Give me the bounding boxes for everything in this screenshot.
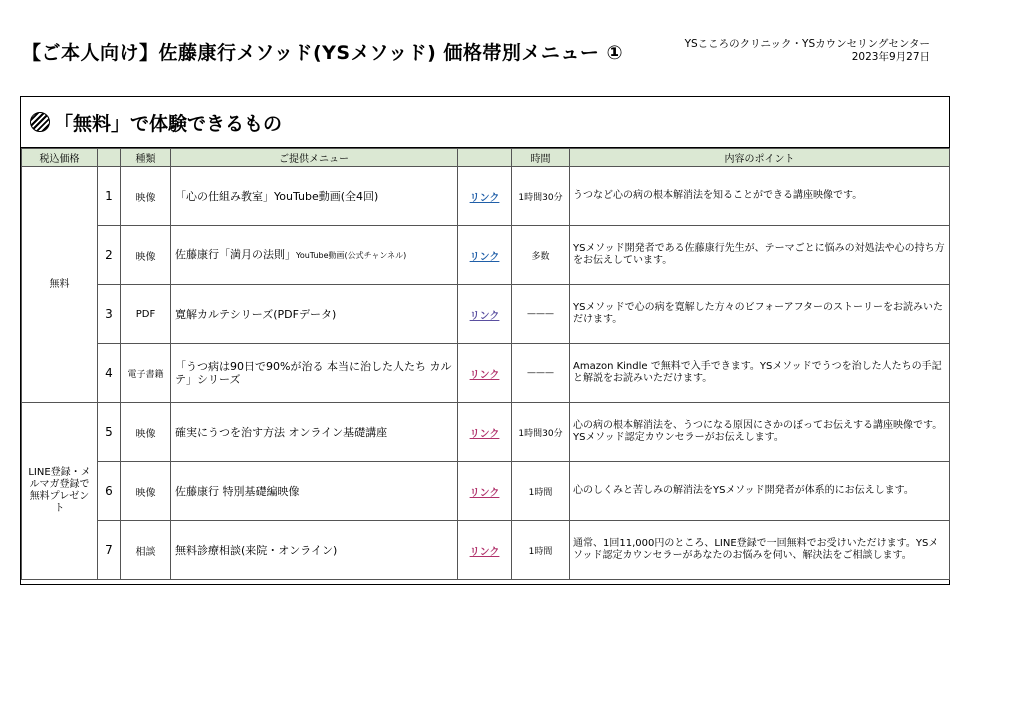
organization-info	[685, 38, 930, 64]
column-header-time: 時間	[512, 149, 570, 167]
table-row	[22, 285, 950, 344]
row-link[interactable]: リンク	[469, 251, 500, 263]
row-number: 7	[98, 521, 121, 580]
row-type: PDF	[121, 285, 171, 344]
row-time: 1時間30分	[512, 167, 570, 226]
row-time: 1時間	[512, 521, 570, 580]
price-group-free: 無料	[22, 167, 98, 403]
price-menu-section	[20, 96, 950, 585]
row-menu-note: YouTube動画(公式チャンネル)	[296, 251, 407, 260]
row-number: 4	[98, 344, 121, 403]
row-link-cell	[458, 403, 512, 462]
row-menu: 佐藤康行 特別基礎編映像	[171, 462, 458, 521]
section-title: 「無料」で体験できるもの	[54, 112, 283, 135]
row-time: ———	[512, 285, 570, 344]
table-row	[22, 167, 950, 226]
table-row	[22, 521, 950, 580]
row-type: 相談	[121, 521, 171, 580]
column-header-point: 内容のポイント	[570, 149, 950, 167]
row-time: ———	[512, 344, 570, 403]
column-header-menu: ご提供メニュー	[171, 149, 458, 167]
row-time: 多数	[512, 226, 570, 285]
row-point: 心の病の根本解消法を、うつになる原因にさかのぼってお伝えする講座映像です。YSメソッド認定カウンセラーがお伝えします。	[570, 403, 950, 462]
menu-table	[21, 148, 950, 580]
table-row	[22, 226, 950, 285]
document-date: 2023年9月27日	[851, 51, 930, 63]
row-point: 通常、1回11,000円のところ、LINE登録で一回無料でお受けいただけます。YSメソッド認定カウンセラーがあなたのお悩みを伺い、解決法をご相談します。	[570, 521, 950, 580]
row-time: 1時間30分	[512, 403, 570, 462]
row-number: 3	[98, 285, 121, 344]
row-number: 5	[98, 403, 121, 462]
row-type: 映像	[121, 403, 171, 462]
row-point: うつなど心の病の根本解消法を知ることができる講座映像です。	[570, 167, 950, 226]
row-link[interactable]: リンク	[469, 192, 500, 204]
section-header	[21, 97, 949, 148]
row-link[interactable]: リンク	[469, 487, 500, 499]
row-link-cell	[458, 344, 512, 403]
row-menu: 「うつ病は90日で90%が治る 本当に治した人たち カルテ」シリーズ	[171, 344, 458, 403]
row-link-cell	[458, 285, 512, 344]
row-number: 2	[98, 226, 121, 285]
row-link[interactable]: リンク	[469, 428, 500, 440]
row-number: 6	[98, 462, 121, 521]
row-point: 心のしくみと苦しみの解消法をYSメソッド開発者が体系的にお伝えします。	[570, 462, 950, 521]
table-row	[22, 344, 950, 403]
row-menu-main: 佐藤康行「満月の法則」	[175, 248, 296, 261]
table-row	[22, 403, 950, 462]
column-header-type: 種類	[121, 149, 171, 167]
row-point: Amazon Kindle で無料で入手できます。YSメソッドでうつを治した人たちの手記と解説をお読みいただけます。	[570, 344, 950, 403]
column-header-price: 税込価格	[22, 149, 98, 167]
row-link[interactable]: リンク	[469, 546, 500, 558]
row-point: YSメソッドで心の病を寛解した方々のビフォーアフターのストーリーをお読みいただけます。	[570, 285, 950, 344]
hatched-circle-icon	[30, 112, 50, 132]
row-link-cell	[458, 521, 512, 580]
table-row	[22, 462, 950, 521]
row-menu	[171, 226, 458, 285]
row-type: 映像	[121, 462, 171, 521]
row-type: 電子書籍	[121, 344, 171, 403]
row-type: 映像	[121, 226, 171, 285]
row-type: 映像	[121, 167, 171, 226]
organization-name: YSこころのクリニック・YSカウンセリングセンター	[684, 38, 930, 50]
row-menu: 「心の仕組み教室」YouTube動画(全4回)	[171, 167, 458, 226]
row-point: YSメソッド開発者である佐藤康行先生が、テーマごとに悩みの対処法や心の持ち方をお伝えしています。	[570, 226, 950, 285]
row-menu: 寛解カルテシリーズ(PDFデータ)	[171, 285, 458, 344]
row-number: 1	[98, 167, 121, 226]
row-link-cell	[458, 462, 512, 521]
column-header-link	[458, 149, 512, 167]
document-title: 【ご本人向け】佐藤康行メソッド(YSメソッド) 価格帯別メニュー ①	[22, 42, 624, 64]
column-header-no	[98, 149, 121, 167]
row-menu: 確実にうつを治す方法 オンライン基礎講座	[171, 403, 458, 462]
table-header-row	[22, 149, 950, 167]
row-link-cell	[458, 226, 512, 285]
row-link-cell	[458, 167, 512, 226]
row-time: 1時間	[512, 462, 570, 521]
row-menu: 無料診療相談(来院・オンライン)	[171, 521, 458, 580]
row-link[interactable]: リンク	[469, 310, 500, 322]
price-group-line-registration: LINE登録・メルマガ登録で無料プレゼント	[22, 403, 98, 580]
row-link[interactable]: リンク	[469, 369, 500, 381]
